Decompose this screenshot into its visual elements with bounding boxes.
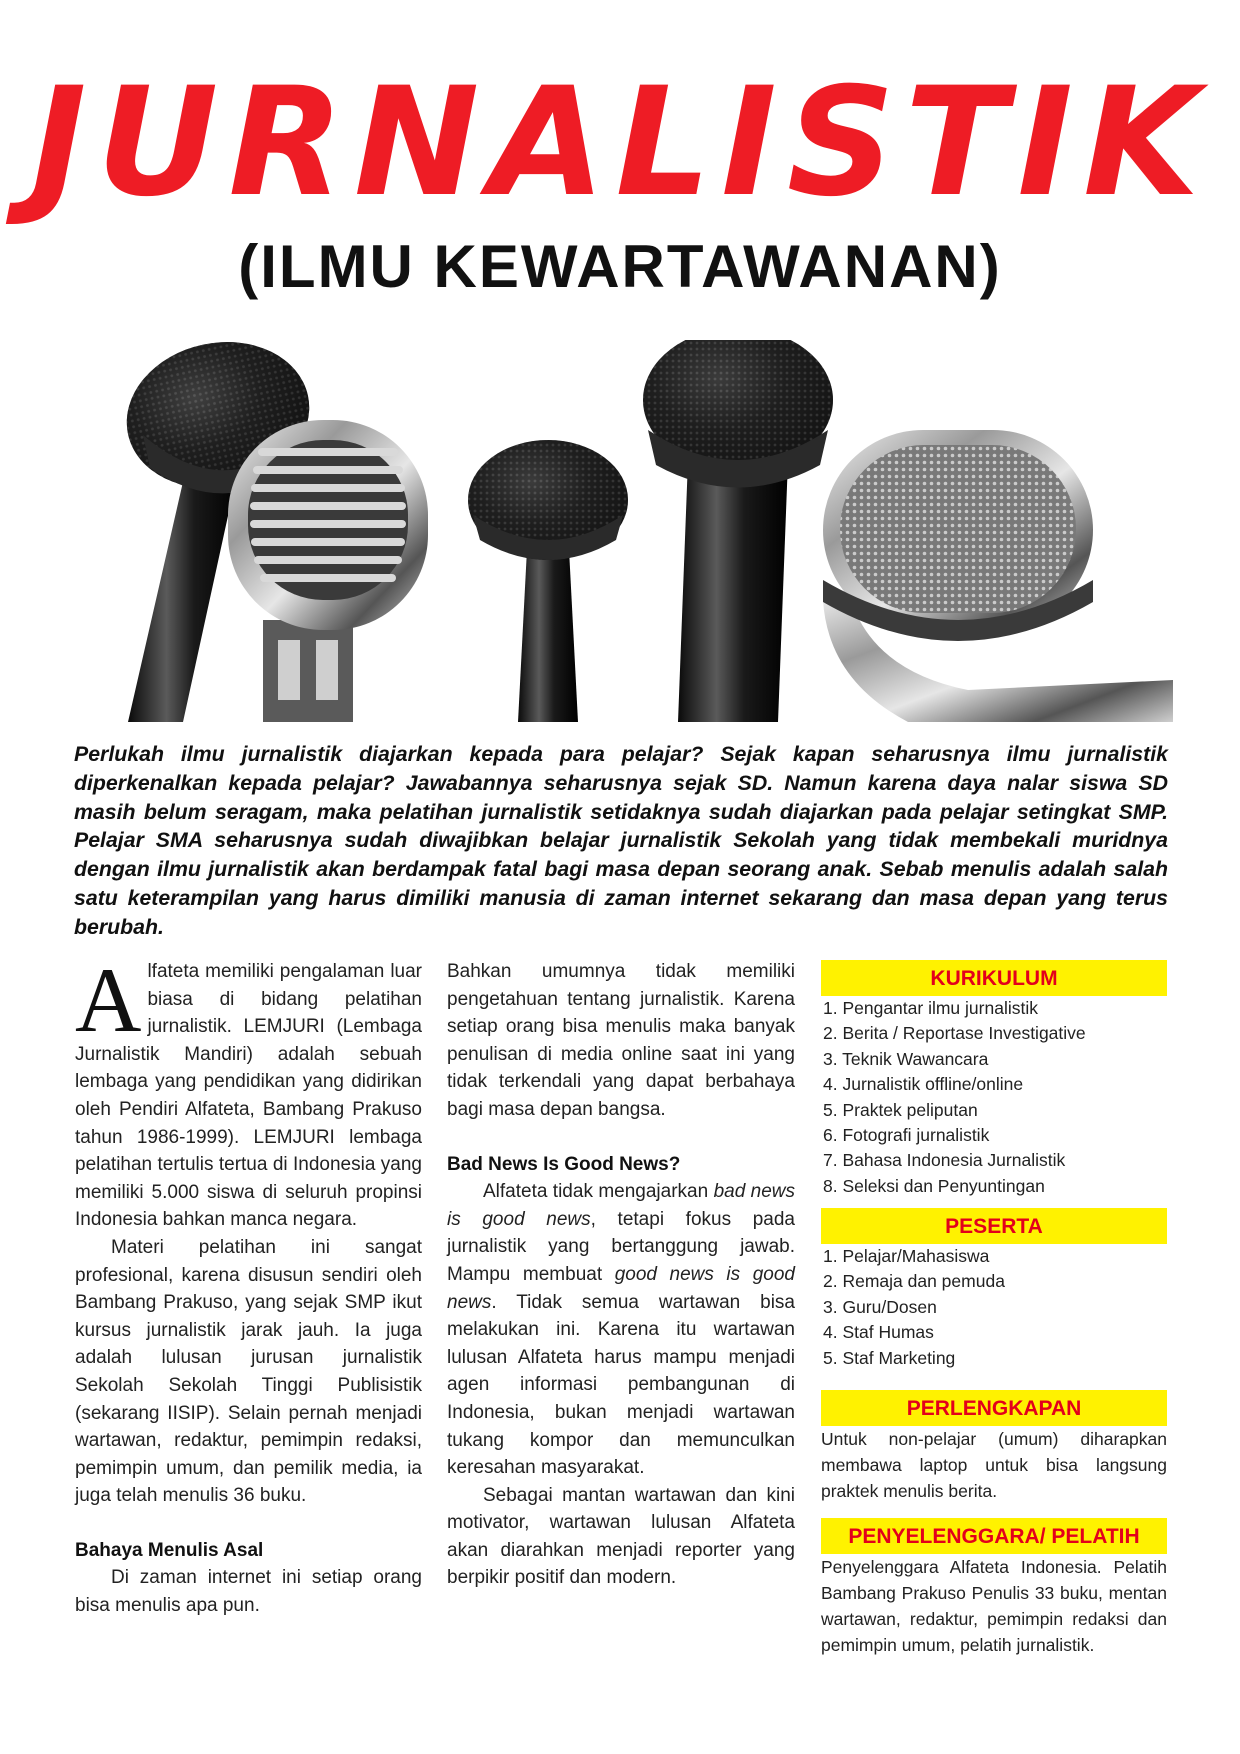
list-item: 2. Berita / Reportase Investigative [823, 1023, 1086, 1044]
microphone-2 [228, 420, 428, 722]
list-item: 2. Remaja dan pemuda [823, 1271, 1005, 1292]
intro-paragraph: Perlukah ilmu jurnalistik diajarkan kepada para pelajar? Sejak kapan seharusnya ilmu jurnalistik diperkenalkan kepada pelajar? Jawabannya seharusnya sejak SD. Namun karena daya nalar siswa SD masih belum seragam, maka pelatihan jurnalistik setidaknya sudah diajarkan pada pelajar setingkat SMP. Pelajar SMA seharusnya sudah diwajibkan belajar jurnalistik Sekolah yang tidak membekali muridnya dengan ilmu jurnalistik akan berdampak fatal bagi masa depan seorang anak. Sebab menulis adalah salah satu keterampilan yang harus dimiliki manusia di zaman internet sekarang dan masa depan yang terus berubah. [74, 742, 1168, 939]
list-item: 6. Fotografi jurnalistik [823, 1124, 990, 1145]
sidebar-kurikulum [821, 960, 1167, 1199]
microphone-3 [468, 440, 628, 722]
microphones-photo [88, 340, 1173, 722]
list-item: 1. Pengantar ilmu jurnalistik [823, 998, 1038, 1018]
penyelenggara-header: PENYELENGGARA/ PELATIH [821, 1518, 1167, 1554]
sidebar-peserta [821, 1208, 1167, 1371]
list-item: 4. Jurnalistik offline/online [823, 1074, 1024, 1095]
kurikulum-header: KURIKULUM [821, 960, 1167, 996]
sidebar-penyelenggara [821, 1518, 1167, 1658]
peserta-list [821, 1244, 1167, 1371]
peserta-header: PESERTA [821, 1208, 1167, 1244]
list-item: 1. Pelajar/Mahasiswa [823, 1246, 990, 1266]
col1-paragraph-2: Materi pelatihan ini sangat profesional, karena disusun sendiri oleh Bambang Prakuso, yang sejak SMP ikut kursus jurnalistik jarak jauh. Ia juga adalah lulusan jurusan jurnalistik Sekolah Sekolah Tinggi Publisistik (sekarang IISIP). Selain pernah menjadi wartawan, redaktur, pemimpin redaksi, pemimpin umum, dan pemilik media, ia juga telah menulis 36 buku. [75, 1236, 422, 1507]
microphone-5 [823, 430, 1173, 722]
penyelenggara-text: Penyelenggara Alfateta Indonesia. Pelatih Bambang Prakuso Penulis 33 buku, mentan wartawan, redaktur, pemimpin redaksi dan pemimpin umum, pelatih jurnalistik. [821, 1557, 1167, 1655]
body-column-1 [75, 949, 422, 1620]
list-item: 7. Bahasa Indonesia Jurnalistik [823, 1150, 1066, 1171]
section-heading-bad-news: Bad News Is Good News? [447, 1153, 681, 1175]
col2-paragraph-3: Sebagai mantan wartawan dan kini motivator, wartawan lulusan Alfateta akan diarahkan menjadi reporter yang berpikir positif dan modern. [447, 1484, 795, 1589]
kurikulum-list [821, 996, 1167, 1199]
page-subtitle: (ILMU KEWARTAWANAN) [238, 233, 1002, 300]
list-item: 5. Staf Marketing [823, 1347, 956, 1368]
list-item: 4. Staf Humas [823, 1322, 934, 1343]
microphone-4 [643, 340, 833, 722]
list-item: 3. Teknik Wawancara [823, 1048, 989, 1069]
col1-paragraph-3: Di zaman internet ini setiap orang bisa menulis apa pun. [75, 1567, 422, 1617]
drop-cap: A [75, 949, 142, 1051]
col2-paragraph-1: Bahkan umumnya tidak memiliki pengetahuan tentang jurnalistik. Karena setiap orang bisa menulis maka banyak penulisan di media online saat ini yang tidak terkendali yang dapat berbahaya bagi masa depan bangsa. [447, 961, 795, 1120]
list-item: 8. Seleksi dan Penyuntingan [823, 1175, 1045, 1196]
sidebar-perlengkapan [821, 1390, 1167, 1504]
perlengkapan-text: Untuk non-pelajar (umum) diharapkan membawa laptop untuk bisa langsung praktek menulis berita. [821, 1429, 1167, 1501]
section-heading-bahaya: Bahaya Menulis Asal [75, 1539, 264, 1561]
page-title: JURNALISTIK [30, 56, 1210, 230]
perlengkapan-header: PERLENGKAPAN [821, 1390, 1167, 1426]
col2-paragraph-2: Alfateta tidak mengajarkan bad news is good news, tetapi fokus pada jurnalistik yang bertanggung jawab. Mampu membuat good news is good news. Tidak semua wartawan bisa melakukan ini. Karena itu wartawan lulusan Alfateta harus mampu menjadi agen informasi pembangunan di Indonesia, bukan menjadi wartawan tukang kompor dan memunculkan keresahan masyarakat. [447, 1181, 796, 1479]
list-item: 3. Guru/Dosen [823, 1296, 937, 1317]
col1-paragraph-1: lfateta memiliki pengalaman luar biasa di bidang pelatihan jurnalistik. LEMJURI (Lembaga Jurnalistik Mandiri) adalah sebuah lembaga yang pendidikan yang didirikan oleh Pendiri Alfateta, Bambang Prakuso tahun 1986-1999). LEMJURI lembaga pelatihan tertulis tertua di Indonesia yang memiliki 5.000 siswa di seluruh propinsi Indonesia bahkan manca negara. [75, 961, 422, 1231]
list-item: 5. Praktek peliputan [823, 1099, 978, 1120]
body-column-2 [447, 958, 795, 1592]
